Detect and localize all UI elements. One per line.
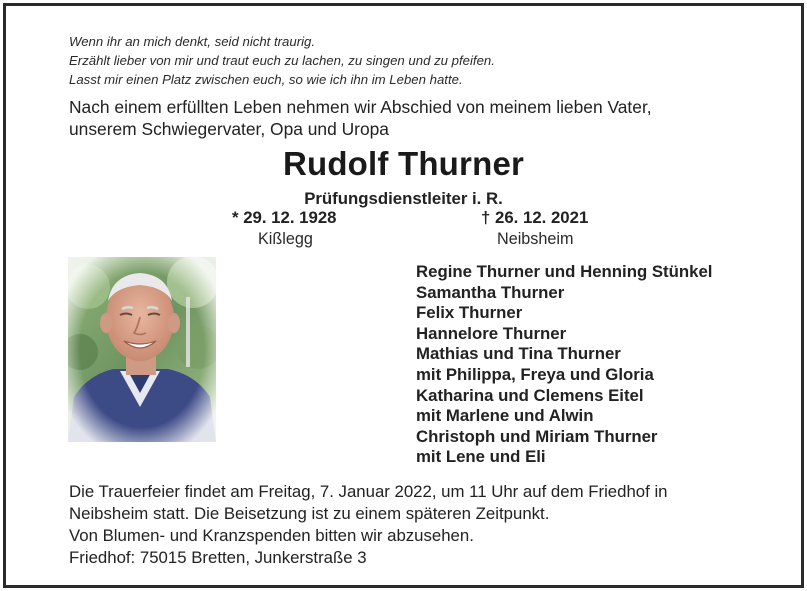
poem-line: Erzählt lieber von mir und traut euch zu lachen, zu singen und zu pfeifen. [69,53,495,68]
mourner-line: Regine Thurner und Henning Stünkel [416,262,713,281]
funeral-info [69,481,668,569]
intro-line: unserem Schwiegervater, Opa und Uropa [69,119,389,139]
funeral-info-line: Die Trauerfeier findet am Freitag, 7. Januar 2022, um 11 Uhr auf dem Friedhof in [69,482,668,501]
mourner-line: mit Marlene und Alwin [416,406,594,426]
birth-place: Kißlegg [258,230,313,248]
mourner-line: Christoph und Miriam Thurner [416,426,658,446]
mourner-line: Hannelore Thurner [416,323,567,343]
intro-text [69,96,652,140]
deceased-profession: Prüfungsdienstleiter i. R. [304,189,503,208]
cemetery-address: Friedhof: 75015 Bretten, Junkerstraße 3 [69,548,367,567]
death-place: Neibsheim [497,230,574,248]
deceased-name: Rudolf Thurner [282,145,525,182]
mourner-line: Felix Thurner [416,303,523,323]
mourner-line: mit Lene und Eli [416,447,546,467]
birth-date: * 29. 12. 1928 [232,208,337,227]
intro-line: Nach einem erfüllten Leben nehmen wir Abschied von meinem lieben Vater, [69,97,652,117]
death-date: † 26. 12. 2021 [481,208,589,227]
mourner-line: Katharina und Clemens Eitel [416,385,644,405]
poem-line: Wenn ihr an mich denkt, seid nicht traurig. [69,34,316,49]
mourner-line: Mathias und Tina Thurner [416,344,621,364]
poem [69,32,495,89]
funeral-info-line: Neibsheim statt. Die Beisetzung ist zu einem späteren Zeitpunkt. [69,504,550,523]
mourner-line: Samantha Thurner [416,282,565,302]
mourners-list [416,262,712,468]
portrait-photo [68,257,216,442]
poem-line: Lasst mir einen Platz zwischen euch, so wie ich ihn im Leben hatte. [69,72,463,87]
funeral-info-line: Von Blumen- und Kranzspenden bitten wir abzusehen. [69,526,474,545]
mourner-line: mit Philippa, Freya und Gloria [416,364,654,384]
